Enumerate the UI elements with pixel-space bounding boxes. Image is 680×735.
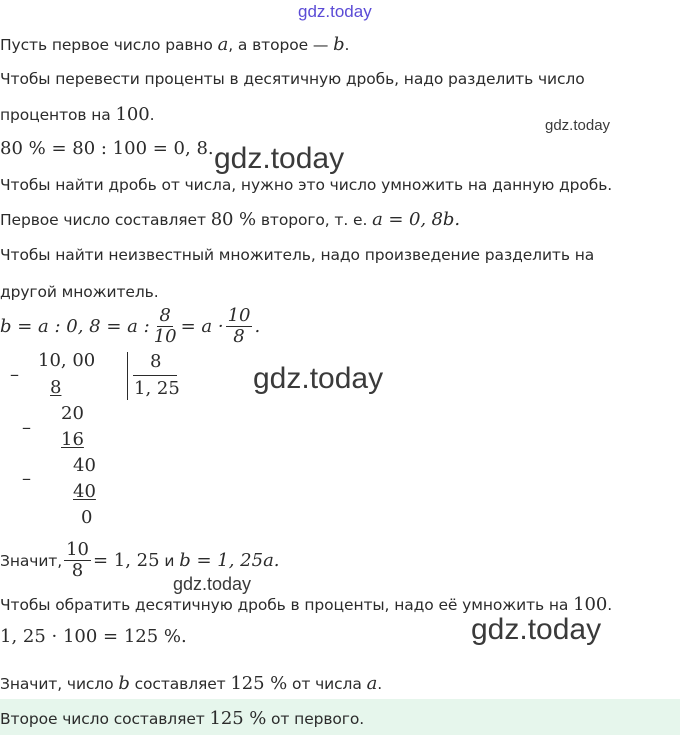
line-2: Чтобы перевести проценты в десятичную дробь, надо разделить число <box>0 70 585 88</box>
line-13 <box>0 673 382 694</box>
fraction-10-8 <box>226 306 253 347</box>
fraction-numerator: 10 <box>227 305 251 326</box>
var-a: a <box>217 34 229 55</box>
division-minus-1: – <box>10 364 19 385</box>
line-5: Чтобы найти дробь от числа, нужно это число умножить на данную дробь. <box>0 176 613 194</box>
line-1-text: Пусть первое число равно <box>0 36 218 54</box>
pct-125: 125 % <box>230 673 288 694</box>
watermark-5: gdz.today <box>471 613 602 646</box>
line-6-text: Первое число составляет <box>0 211 211 229</box>
answer-end: от первого. <box>266 710 365 728</box>
watermark-3: gdz.today <box>253 362 384 395</box>
line-7: Чтобы найти неизвестный множитель, надо произведение разделить на <box>0 246 595 264</box>
fraction-denominator: 10 <box>153 326 177 347</box>
division-divisor-line <box>133 375 177 376</box>
conclusion-1-eq2: b = 1, 25a. <box>179 550 280 571</box>
num-100: 100 <box>115 104 150 125</box>
fraction-numerator: 8 <box>159 305 171 326</box>
fraction-denominator: 8 <box>71 560 84 581</box>
watermark-2: gdz.today <box>214 142 345 175</box>
num-100-b: 100 <box>573 594 608 615</box>
line-1-mid: , а второе — <box>228 36 334 54</box>
line-13-mid2: от числа <box>287 675 367 693</box>
equation-b-end: . <box>254 316 261 337</box>
answer-text: Второе число составляет <box>0 710 210 728</box>
var-b-2: b <box>118 673 130 694</box>
conclusion-1-eq: = 1, 25 <box>92 550 160 571</box>
watermark-top: gdz.today <box>298 2 372 21</box>
division-remainder-1: 20 <box>61 403 84 424</box>
line-1 <box>0 34 349 55</box>
equation-b-left: b = a : 0, 8 = a : <box>0 316 150 337</box>
equation-a: a = 0, 8b. <box>372 209 460 230</box>
division-remainder-final: 0 <box>81 507 93 528</box>
var-b: b <box>333 34 345 55</box>
line-3-end: . <box>149 106 155 124</box>
line-6-mid: второго, т. е. <box>256 211 373 229</box>
line-13-mid: составляет <box>129 675 231 693</box>
division-dividend: 10, 00 <box>38 350 96 371</box>
equation-125-percent: 1, 25 · 100 = 125 %. <box>0 626 187 647</box>
fraction-numerator: 10 <box>66 539 89 560</box>
line-13-end: . <box>377 675 383 693</box>
line-11-end: . <box>607 596 613 614</box>
answer-pct: 125 % <box>209 708 267 729</box>
line-3 <box>0 104 154 125</box>
equation-80-percent: 80 % = 80 : 100 = 0, 8. <box>0 138 214 159</box>
fraction-denominator: 8 <box>233 326 245 347</box>
division-remainder-2: 40 <box>73 455 96 476</box>
watermark-1: gdz.today <box>545 117 611 134</box>
pct-80: 80 % <box>210 209 257 230</box>
division-quotient: 1, 25 <box>134 378 180 399</box>
division-minus-2: – <box>22 417 31 438</box>
fraction-10-8-result <box>64 540 91 581</box>
conclusion-1-and: и <box>159 551 180 570</box>
answer-line <box>0 708 364 729</box>
division-sub-1: 8 <box>50 377 62 398</box>
conclusion-1-text: Значит, <box>0 551 63 570</box>
equation-b <box>0 306 260 347</box>
line-11 <box>0 594 612 615</box>
line-3-text: процентов на <box>0 106 116 124</box>
line-11-text: Чтобы обратить десятичную дробь в проценты, надо её умножить на <box>0 596 574 614</box>
watermark-4: gdz.today <box>173 574 252 594</box>
line-6 <box>0 209 460 230</box>
division-sub-2: 16 <box>61 429 84 450</box>
division-sub-3: 40 <box>73 481 96 502</box>
var-a-2: a <box>366 673 378 694</box>
line-1-end: . <box>344 36 350 54</box>
equation-b-mid: = a · <box>180 316 224 337</box>
line-8: другой множитель. <box>0 283 159 301</box>
division-minus-3: – <box>22 468 31 489</box>
line-13-text: Значит, число <box>0 675 119 693</box>
fraction-8-10 <box>152 306 179 347</box>
division-divisor: 8 <box>150 351 162 372</box>
division-bar <box>127 352 128 400</box>
